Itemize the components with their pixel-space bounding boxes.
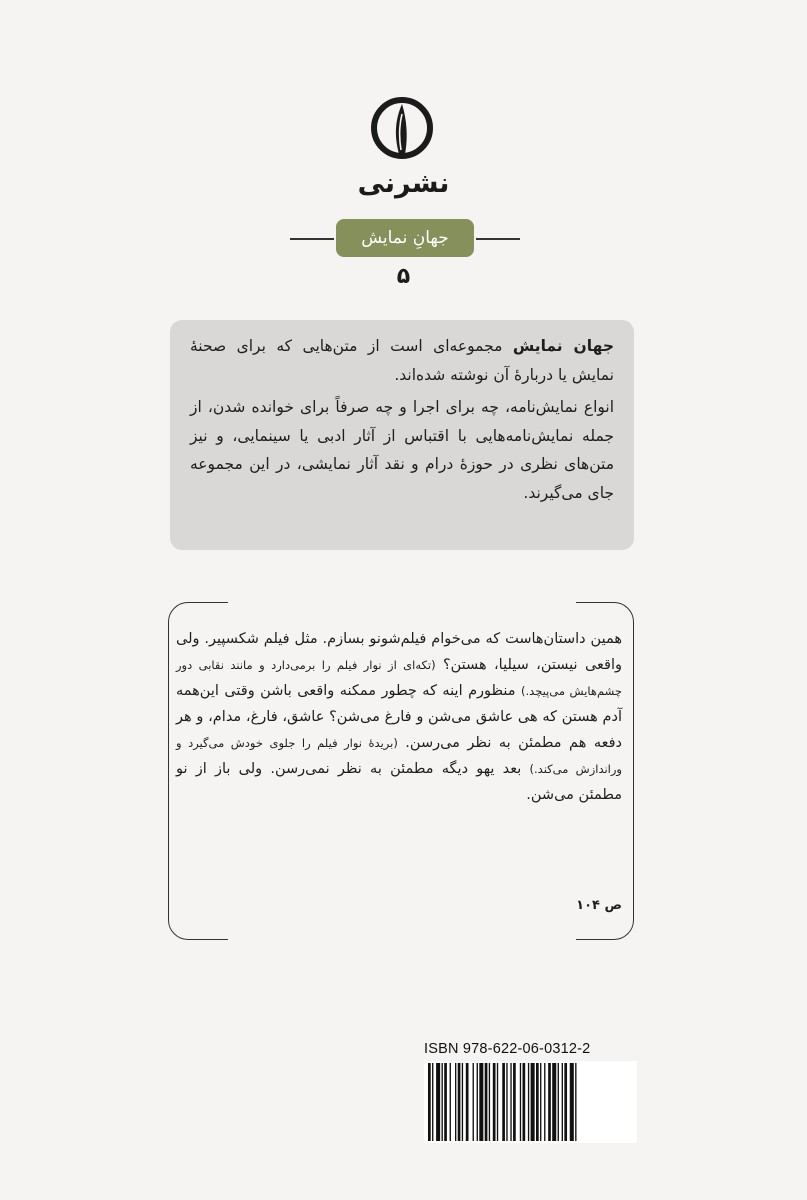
barcode-bar [455, 1063, 456, 1141]
divider-line [476, 238, 520, 240]
barcode-bar [428, 1063, 431, 1141]
barcode [424, 1061, 637, 1143]
series-number: ۵ [396, 264, 411, 289]
excerpt-text [176, 626, 622, 808]
barcode-bar [458, 1063, 461, 1141]
stage-direction: (بریدهٔ نوار فیلم را جلوی خودش می‌گیرد و وراندازش می‌کند.) [176, 736, 622, 776]
barcode-bar [479, 1063, 483, 1141]
description-paragraph [190, 332, 614, 389]
barcode-bar [562, 1063, 563, 1141]
barcode-bar [531, 1063, 535, 1141]
series-badge [290, 219, 520, 257]
nashr-ney-reed-icon [370, 92, 434, 164]
barcode-bar [528, 1063, 529, 1141]
isbn-label: ISBN 978-622-06-0312-2 [424, 1041, 591, 1057]
description-series-name: جهان نمایش [512, 337, 614, 355]
barcode-bar [510, 1063, 511, 1141]
excerpt-dialogue: همین داستان‌هاست که می‌خوام فیلم‌شونو بسازم. مثل فیلم شکسپیر. ولی واقعی نیستن، سیلیا، هستن؟ [176, 631, 622, 673]
barcode-bar [432, 1063, 433, 1141]
barcode-bar [575, 1063, 576, 1141]
frame-gap-bottom [228, 934, 576, 946]
barcode-bar [493, 1063, 496, 1141]
barcode-bar [466, 1063, 469, 1141]
barcode-bar [485, 1063, 488, 1141]
excerpt-page-ref: ص ۱۰۴ [576, 898, 622, 913]
barcode-bar [548, 1063, 551, 1141]
barcode-bar [477, 1063, 478, 1141]
barcode-bar [570, 1063, 574, 1141]
barcode-bar [506, 1063, 507, 1141]
barcode-bar [513, 1063, 516, 1141]
barcode-bar [436, 1063, 440, 1141]
excerpt-dialogue: منظورم اینه که چطور ممکنه واقعی باشن وقتی این‌همه آدم هستن که هی عاشق می‌شن و فارغ می‌شن؟ عاشق، فارغ، مدام، و هر دفعه هم مطمئن به نظر می‌رسن. [176, 683, 622, 751]
barcode-bar [564, 1063, 567, 1141]
barcode-bar [536, 1063, 539, 1141]
description-text: مجموعه‌ای است از متن‌هایی که برای صحنهٔ نمایش یا دربارهٔ آن نوشته شده‌اند. [190, 337, 614, 384]
stage-direction: (تکه‌ای از نوار فیلم را برمی‌دارد و مانند نقابی دور چشم‌هایش می‌پیچد.) [176, 658, 622, 698]
barcode-bar [558, 1063, 559, 1141]
barcode-bar [502, 1063, 505, 1141]
excerpt-dialogue: بعد یهو دیگه مطمئن به نظر نمی‌رسن. ولی باز از نو مطمئن می‌شن. [176, 761, 622, 803]
series-description [170, 320, 634, 550]
description-paragraph: انواع نمایش‌نامه، چه برای اجرا و چه صرفاً برای خوانده شدن، از جمله نمایش‌نامه‌هایی با اقتباس از آثار ادبی یا سینمایی، و نیز متن‌های نظری در حوزهٔ درام و نقد آثار نمایشی، در این مجموعه جای می‌گیرند. [190, 398, 614, 502]
barcode-bar [462, 1063, 463, 1141]
barcode-bar [523, 1063, 526, 1141]
barcode-bar [450, 1063, 451, 1141]
barcode-bar [544, 1063, 545, 1141]
barcode-bar [444, 1063, 447, 1141]
barcode-bar [473, 1063, 474, 1141]
barcode-bar [552, 1063, 556, 1141]
series-title: جهانِ نمایش [336, 219, 474, 257]
barcode-bar [520, 1063, 521, 1141]
barcode-bar [489, 1063, 490, 1141]
publisher-name: نشرنی [357, 168, 450, 199]
barcode-bar [442, 1063, 443, 1141]
divider-line [290, 238, 334, 240]
frame-gap-top [228, 596, 576, 610]
barcode-bar [497, 1063, 498, 1141]
barcode-bar [540, 1063, 541, 1141]
